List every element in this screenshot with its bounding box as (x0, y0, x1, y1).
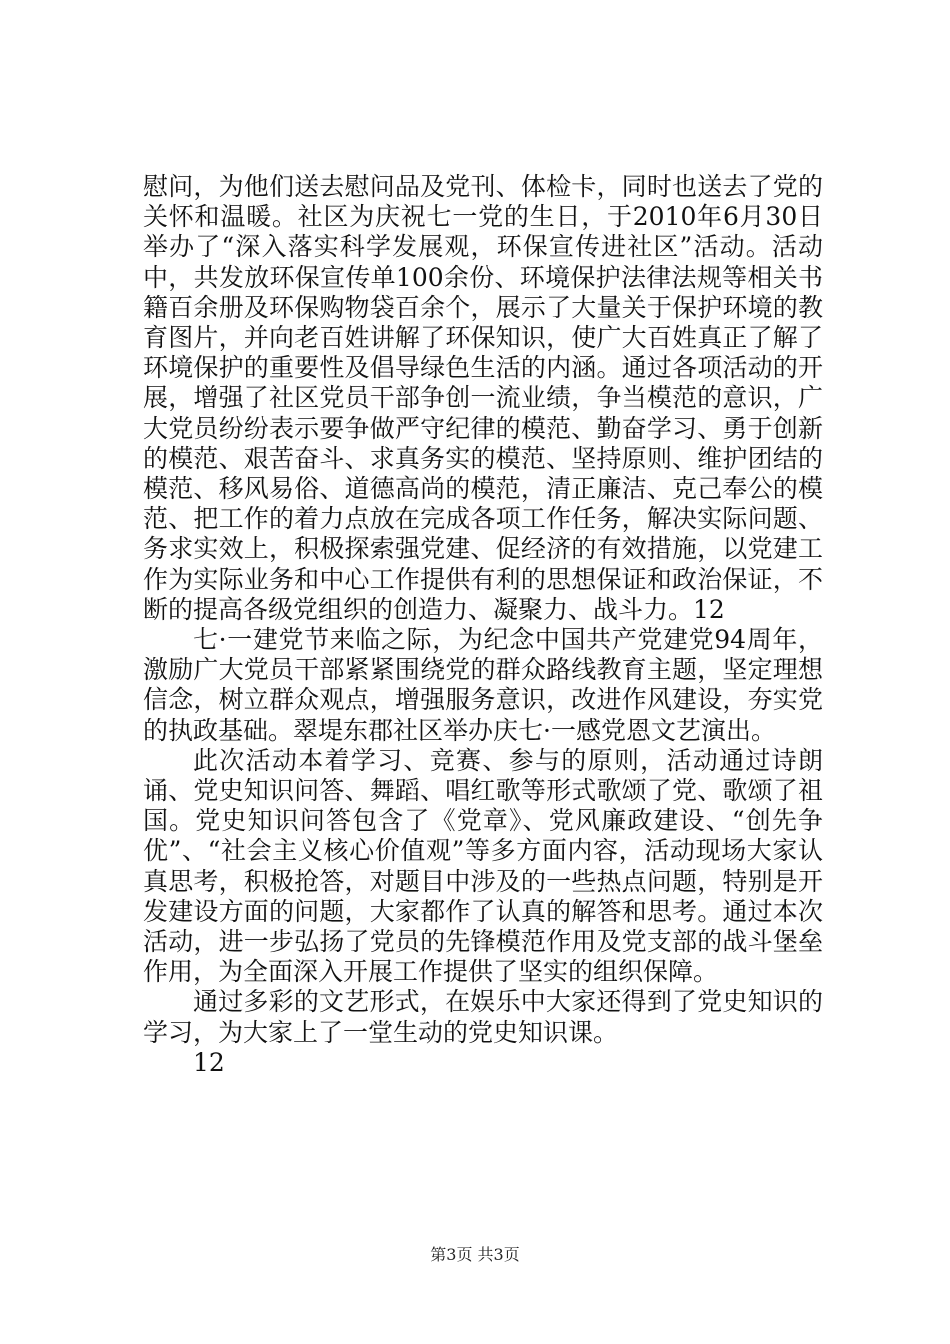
paragraph-5: 12 (193, 1047, 225, 1077)
paragraph-2: 七·一建党节来临之际，为纪念中国共产党建党94周年，激励广大党员干部紧紧围绕党的群众路线教育主题，坚定理想信念，树立群众观点，增强服务意识，改进作风建设，夯实党的执政基础。翠堤东郡社区举办庆七·一感党恩文艺演出。 (143, 625, 823, 745)
paragraph-3: 此次活动本着学习、竞赛、参与的原则，活动通过诗朗诵、党史知识问答、舞蹈、唱红歌等形式歌颂了党、歌颂了祖国。党史知识问答包含了《党章》、党风廉政建设、“创先争优”、“社会主义核心价值观”等多方面内容，活动现场大家认真思考，积极抢答，对题目中涉及的一些热点问题，特别是开发建设方面的问题，大家都作了认真的解答和思考。通过本次活动，进一步弘扬了党员的先锋模范作用及党支部的战斗堡垒作用，为全面深入开展工作提供了坚实的组织保障。 (143, 745, 823, 987)
paragraph-4: 通过多彩的文艺形式，在娱乐中大家还得到了党史知识的学习，为大家上了一堂生动的党史知识课。 (143, 987, 823, 1047)
document-body (143, 172, 823, 1078)
page-footer: 第3页 共3页 (430, 1245, 520, 1264)
paragraph-1: 慰问，为他们送去慰问品及党刊、体检卡，同时也送去了党的关怀和温暖。社区为庆祝七一党的生日，于2010年6月30日举办了“深入落实科学发展观，环保宣传进社区”活动。活动中，共发放环保宣传单100余份、环境保护法律法规等相关书籍百余册及环保购物袋百余个，展示了大量关于保护环境的教育图片，并向老百姓讲解了环保知识，使广大百姓真正了解了环境保护的重要性及倡导绿色生活的内涵。通过各项活动的开展，增强了社区党员干部争创一流业绩，争当模范的意识，广大党员纷纷表示要争做严守纪律的模范、勤奋学习、勇于创新的模范、艰苦奋斗、求真务实的模范、坚持原则、维护团结的模范、移风易俗、道德高尚的模范，清正廉洁、克己奉公的模范、把工作的着力点放在完成各项工作任务，解决实际问题、务求实效上，积极探索强党建、促经济的有效措施，以党建工作为实际业务和中心工作提供有利的思想保证和政治保证，不断的提高各级党组织的创造力、凝聚力、战斗力。12 (143, 172, 823, 624)
